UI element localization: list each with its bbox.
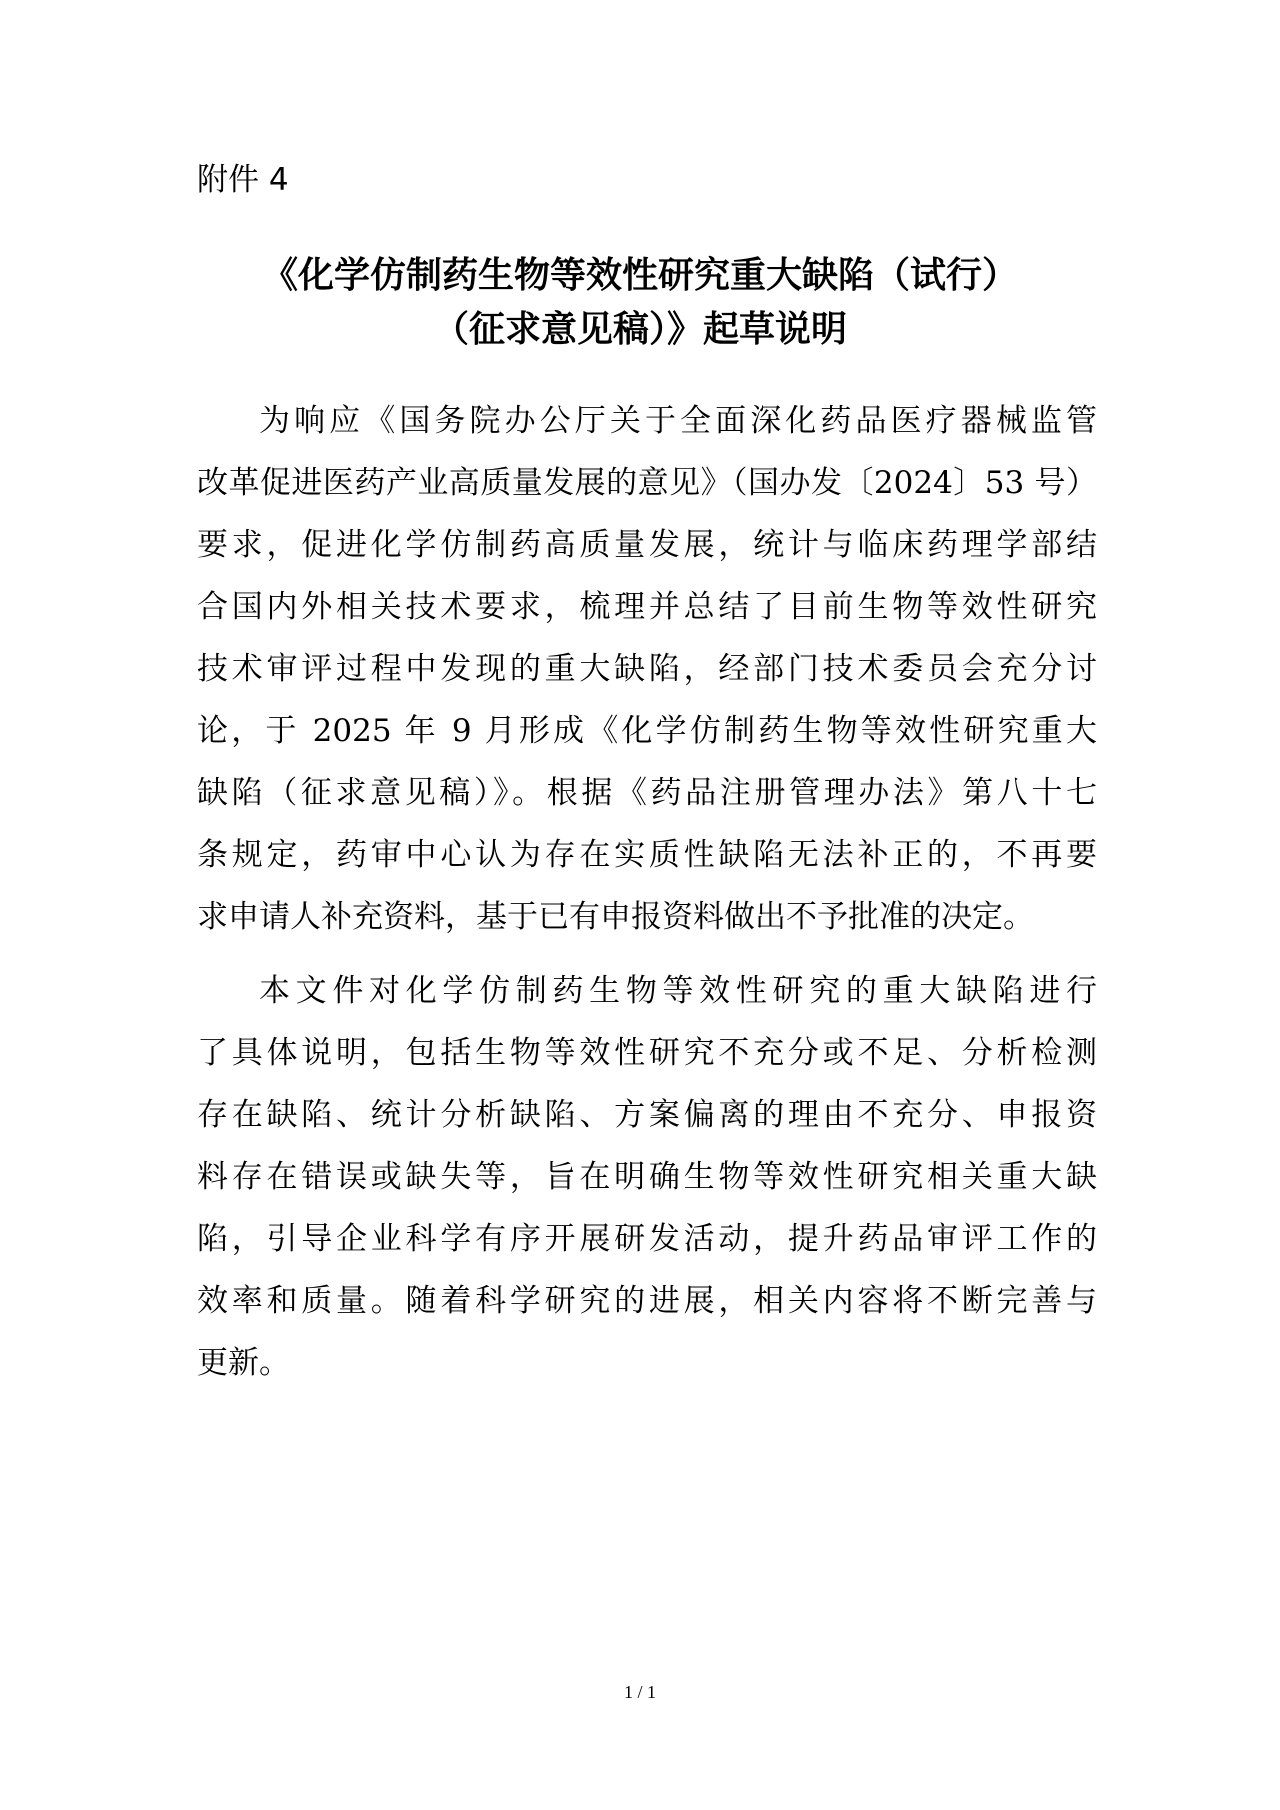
paragraph-2-line-6: 效率和质量。随着科学研究的进展，相关内容将不断完善与 <box>197 1283 1097 1319</box>
paragraph-2-line-2: 了具体说明，包括生物等效性研究不充分或不足、分析检测 <box>197 1035 1097 1071</box>
paragraph-2-line-4: 料存在错误或缺失等，旨在明确生物等效性研究相关重大缺 <box>197 1159 1097 1195</box>
paragraph-1-line-6: 论，于 2025 年 9 月形成《化学仿制药生物等效性研究重大 <box>197 713 1097 749</box>
paragraph-1-line-4: 合国内外相关技术要求，梳理并总结了目前生物等效性研究 <box>197 589 1097 625</box>
attachment-label: 附件 4 <box>197 162 289 198</box>
document-title-line-1: 《化学仿制药生物等效性研究重大缺陷（试行） <box>261 255 1018 296</box>
paragraph-1-line-7: 缺陷（征求意见稿）》。根据《药品注册管理办法》第八十七 <box>197 775 1097 811</box>
paragraph-1-line-5: 技术审评过程中发现的重大缺陷，经部门技术委员会充分讨 <box>197 651 1097 687</box>
body-paragraph-1 <box>197 390 1097 948</box>
paragraph-1-line-9: 求申请人补充资料，基于已有申报资料做出不予批准的决定。 <box>197 899 1034 935</box>
paragraph-2-line-1: 本文件对化学仿制药生物等效性研究的重大缺陷进行 <box>259 973 1097 1009</box>
paragraph-2-line-5: 陷，引导企业科学有序开展研发活动，提升药品审评工作的 <box>197 1221 1097 1257</box>
paragraph-2-line-7: 更新。 <box>197 1345 290 1381</box>
document-title-line-2: （征求意见稿）》起草说明 <box>432 309 847 350</box>
paragraph-2-line-3: 存在缺陷、统计分析缺陷、方案偏离的理由不充分、申报资 <box>197 1097 1097 1133</box>
body-paragraph-2 <box>197 960 1097 1394</box>
paragraph-1-line-8: 条规定，药审中心认为存在实质性缺陷无法补正的，不再要 <box>197 837 1097 873</box>
paragraph-1-line-3: 要求，促进化学仿制药高质量发展，统计与临床药理学部结 <box>197 527 1097 563</box>
paragraph-1-line-2: 改革促进医药产业高质量发展的意见》（国办发〔2024〕53 号） <box>197 465 1097 501</box>
page-number: 1 / 1 <box>623 1682 656 1702</box>
paragraph-1-line-1: 为响应《国务院办公厅关于全面深化药品医疗器械监管 <box>259 403 1097 439</box>
